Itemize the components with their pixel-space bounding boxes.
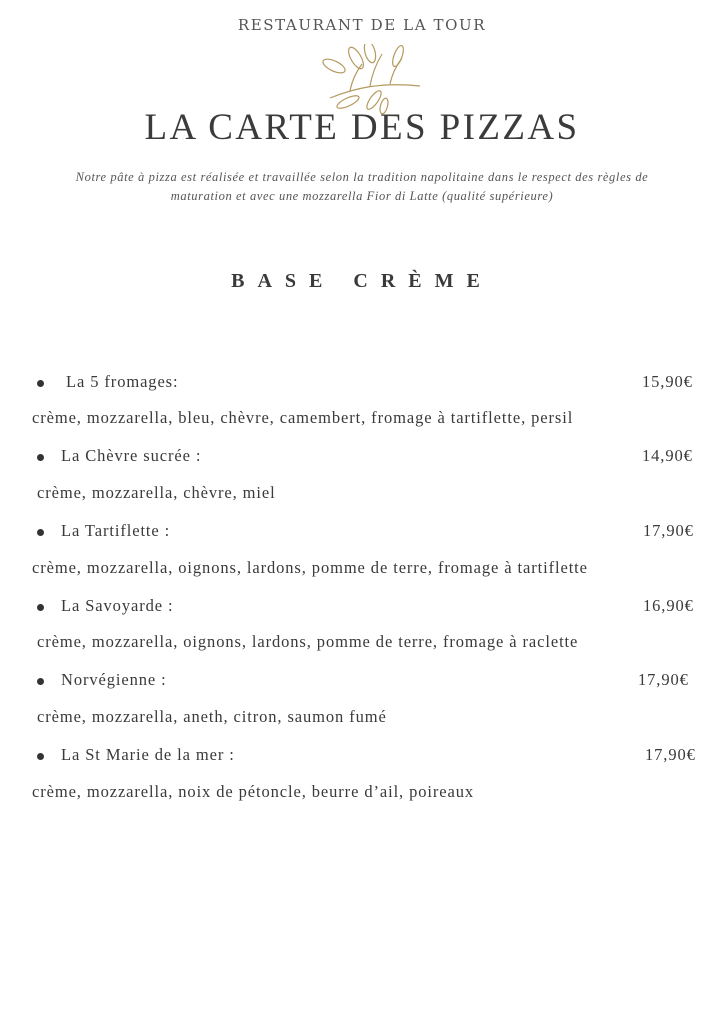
menu-item-row <box>0 372 724 402</box>
menu-item-price: 17,90€ <box>638 670 689 689</box>
menu-item-row <box>0 596 724 626</box>
bullet-icon <box>37 678 44 685</box>
menu-item-name: La Chèvre sucrée : <box>61 446 202 465</box>
menu-item-row <box>0 521 724 551</box>
intro-text: Notre pâte à pizza est réalisée et travaillée selon la tradition napolitaine dans le respect des règles de maturation et avec une mozzarella Fior di Latte (qualité supérieure) <box>75 170 649 203</box>
menu-item-name: La 5 fromages: <box>66 372 179 391</box>
menu-item-name: La Savoyarde : <box>61 596 174 615</box>
menu-item-price: 17,90€ <box>645 745 696 764</box>
menu-item-name: La St Marie de la mer : <box>61 745 235 764</box>
menu-item-description: crème, mozzarella, bleu, chèvre, camembert, fromage à tartiflette, persil <box>32 408 574 427</box>
menu-item-description: crème, mozzarella, oignons, lardons, pomme de terre, fromage à tartiflette <box>32 558 588 577</box>
menu-item-price: 17,90€ <box>643 521 694 540</box>
menu-item-row <box>0 670 724 700</box>
menu-item-description: crème, mozzarella, noix de pétoncle, beurre d’ail, poireaux <box>32 782 475 801</box>
menu-item-price: 15,90€ <box>642 372 693 391</box>
bullet-icon <box>37 604 44 611</box>
menu-item-description: crème, mozzarella, aneth, citron, saumon fumé <box>37 707 387 726</box>
menu-item-name: Norvégienne : <box>61 670 167 689</box>
menu-item-price: 16,90€ <box>643 596 694 615</box>
section-title: BASE CRÈME <box>231 270 493 292</box>
bullet-icon <box>37 529 44 536</box>
menu-item-row <box>0 446 724 476</box>
menu-item-description: crème, mozzarella, chèvre, miel <box>37 483 276 502</box>
bullet-icon <box>37 753 44 760</box>
menu-item-description: crème, mozzarella, oignons, lardons, pomme de terre, fromage à raclette <box>37 632 579 651</box>
restaurant-name: RESTAURANT DE LA TOUR <box>237 16 487 34</box>
menu-item-price: 14,90€ <box>642 446 693 465</box>
page-title: LA CARTE DES PIZZAS <box>144 107 580 148</box>
bullet-icon <box>37 380 44 387</box>
menu-item-row <box>0 745 724 775</box>
bullet-icon <box>37 454 44 461</box>
menu-item-name: La Tartiflette : <box>61 521 171 540</box>
